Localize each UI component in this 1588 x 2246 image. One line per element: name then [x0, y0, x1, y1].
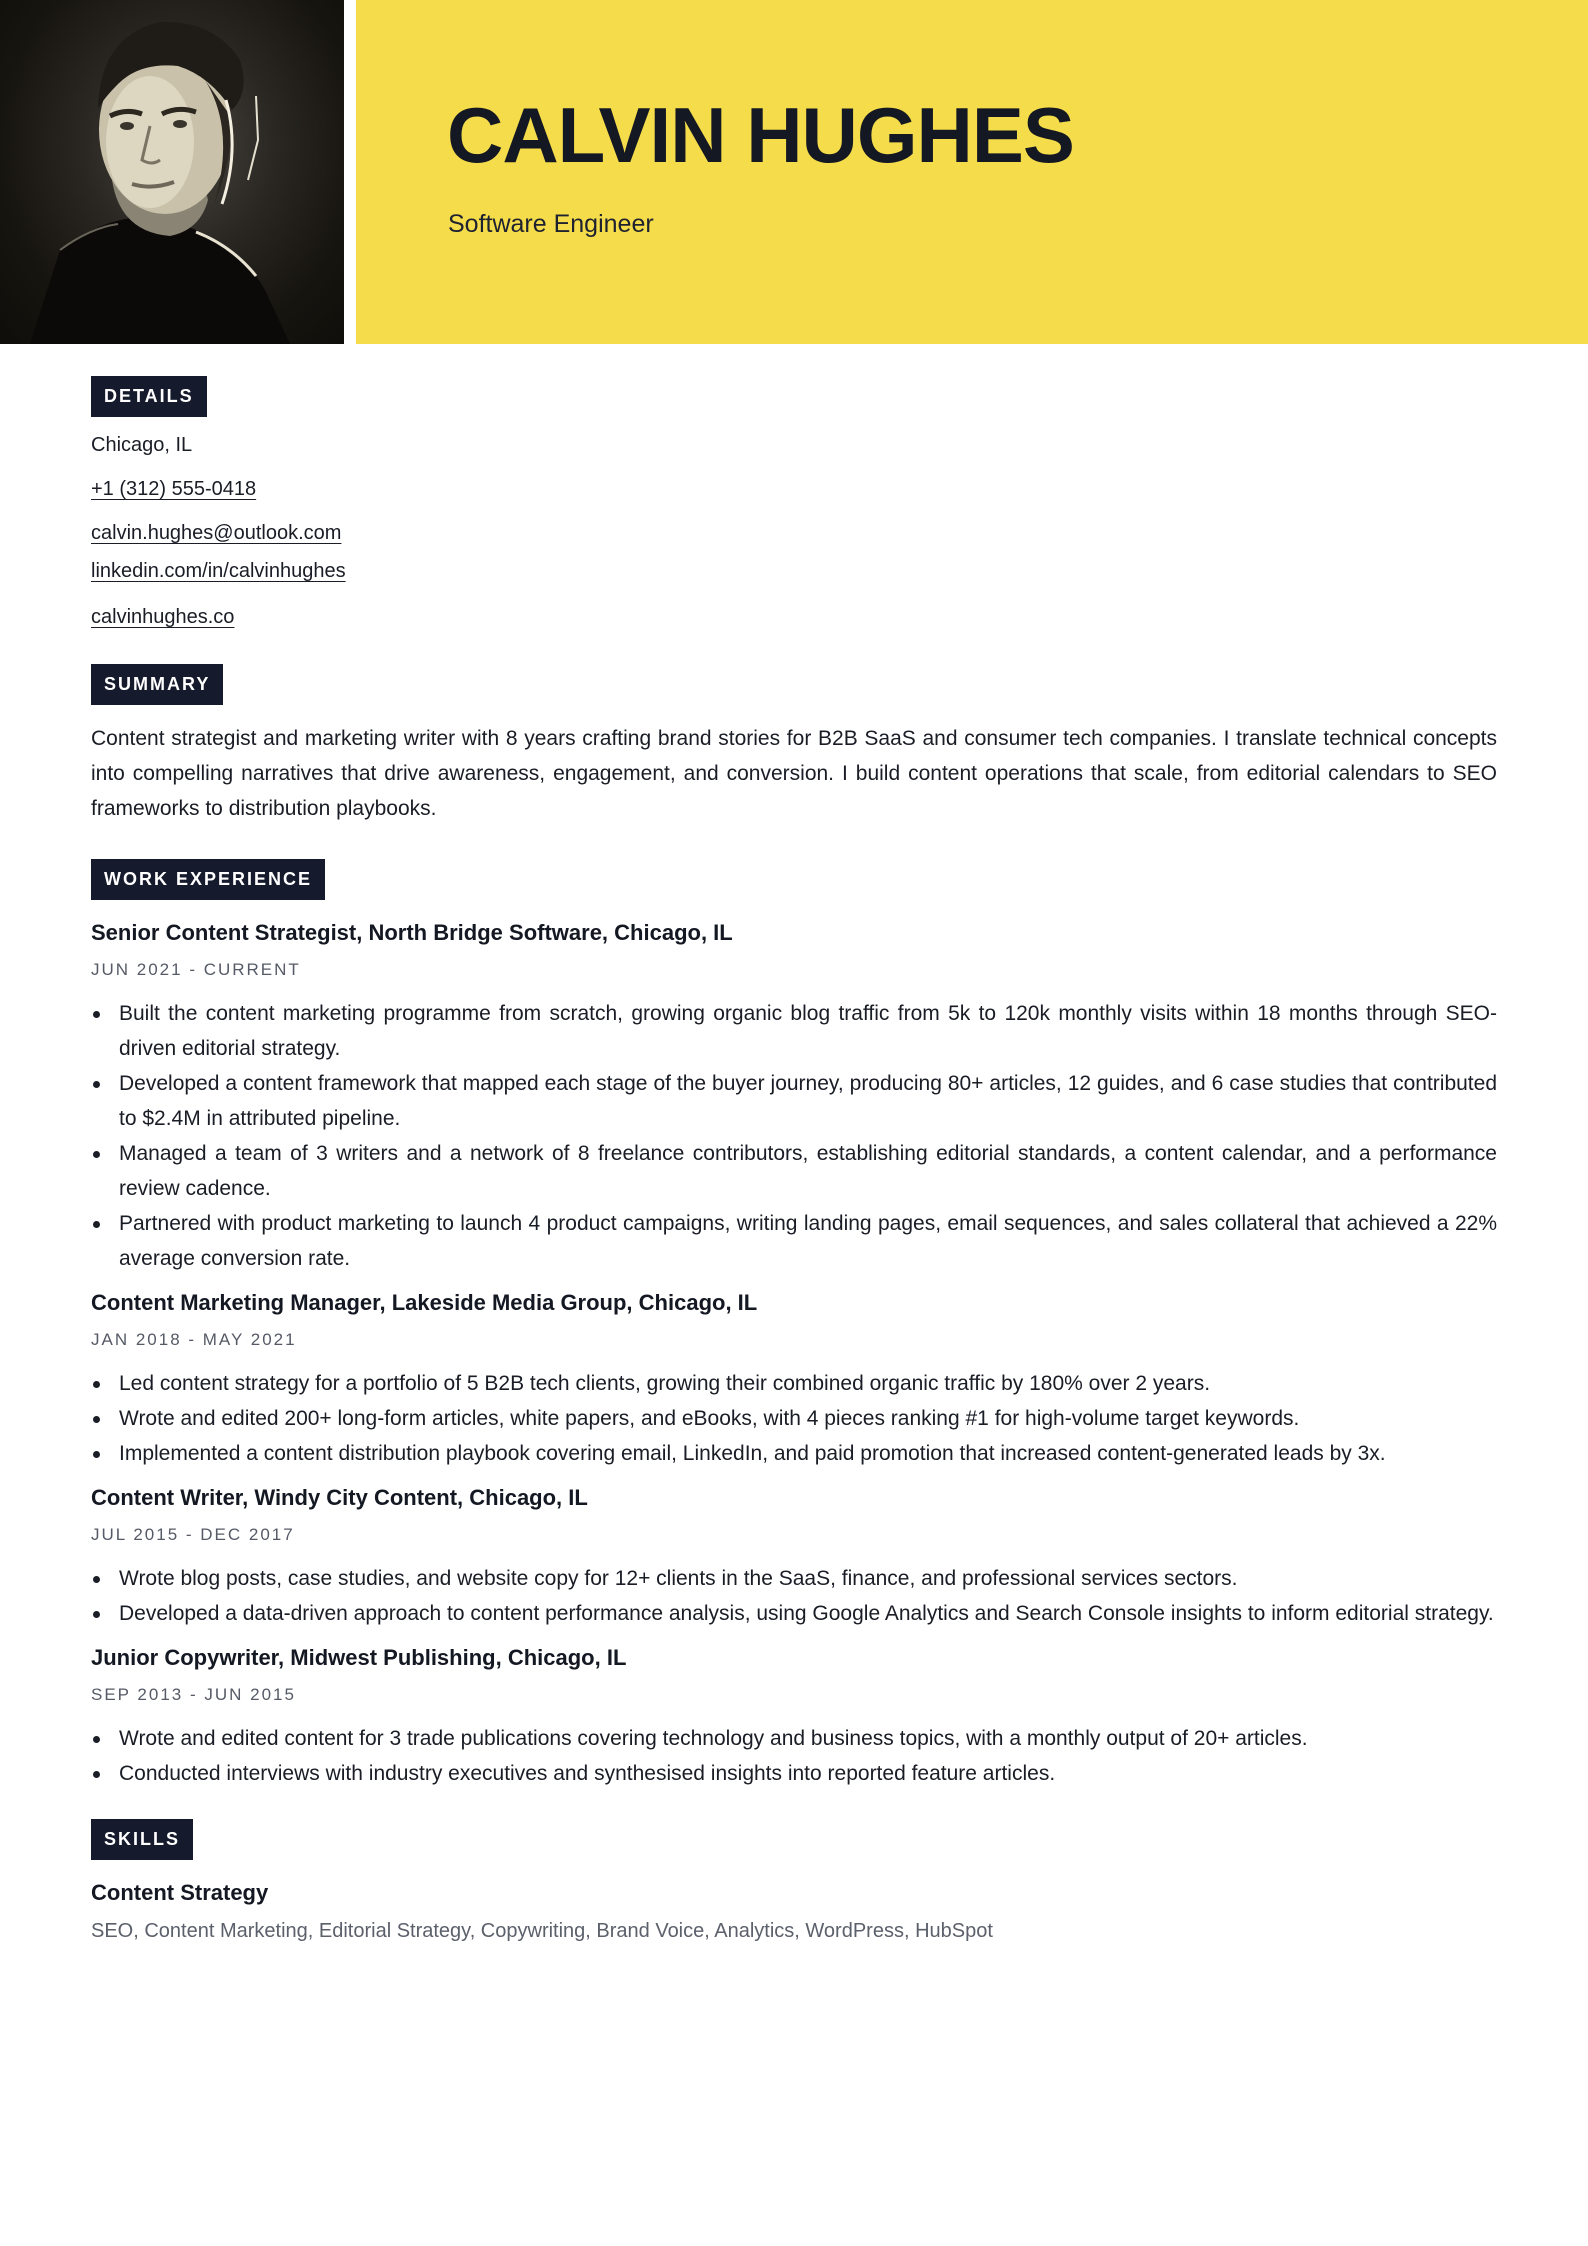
summary-text: Content strategist and marketing writer with 8 years crafting brand stories for B2B SaaS and consumer tech companies. I translate technical concepts into compelling narratives that drive awareness, engagement, and conversion. I build content operations that scale, from editorial calendars to SEO frameworks to distribution playbooks. [91, 727, 1497, 820]
job-role: Software Engineer [448, 210, 654, 238]
job-title: Content Writer, Windy City Content, Chicago, IL [91, 1485, 588, 1510]
header-band [356, 0, 1588, 344]
portrait-illustration [0, 0, 344, 344]
details-heading: DETAILS [91, 376, 207, 417]
email-link[interactable]: calvin.hughes@outlook.com [91, 522, 342, 544]
skills-heading: SKILLS [91, 1819, 193, 1860]
job-title: Content Marketing Manager, Lakeside Media Group, Chicago, IL [91, 1290, 758, 1315]
job-entry [91, 1289, 1497, 1471]
job-title: Junior Copywriter, Midwest Publishing, Chicago, IL [91, 1645, 627, 1670]
website-link[interactable]: calvinhughes.co [91, 606, 235, 628]
details-section [91, 376, 1497, 631]
bullet-item: Managed a team of 3 writers and a network of 8 freelance contributors, establishing editorial standards, a content calendar, and a performance review cadence. [119, 1136, 1497, 1206]
skill-list: SEO, Content Marketing, Editorial Strategy, Copywriting, Brand Voice, Analytics, WordPress, HubSpot [91, 1920, 993, 1942]
job-entry [91, 919, 1497, 1276]
bullet-item: Wrote blog posts, case studies, and website copy for 12+ clients in the SaaS, finance, and professional services sectors. [119, 1561, 1497, 1596]
job-dates: SEP 2013 - JUN 2015 [91, 1685, 296, 1704]
job-dates: JUL 2015 - DEC 2017 [91, 1525, 295, 1544]
job-entry [91, 1644, 1497, 1791]
person-name: CALVIN HUGHES [447, 91, 1074, 179]
location-text: Chicago, IL [91, 434, 193, 456]
job-dates: JAN 2018 - MAY 2021 [91, 1330, 297, 1349]
linkedin-link[interactable]: linkedin.com/in/calvinhughes [91, 560, 346, 582]
bullet-item: Led content strategy for a portfolio of 5 B2B tech clients, growing their combined organic traffic by 180% over 2 years. [119, 1366, 1497, 1401]
skill-category: Content Strategy [91, 1880, 269, 1905]
bullet-item: Developed a content framework that mapped each stage of the buyer journey, producing 80+ articles, 12 guides, and 6 case studies that contributed to $2.4M in attributed pipeline. [119, 1066, 1497, 1136]
summary-heading: SUMMARY [91, 664, 223, 705]
job-dates: JUN 2021 - CURRENT [91, 960, 301, 979]
phone-link[interactable]: +1 (312) 555-0418 [91, 478, 257, 500]
bullet-item: Wrote and edited content for 3 trade publications covering technology and business topics, with a monthly output of 20+ articles. [119, 1721, 1497, 1756]
skills-section [91, 1819, 1497, 1943]
job-bullets [91, 1366, 1497, 1471]
experience-section [91, 859, 1497, 1791]
job-bullets [91, 1561, 1497, 1631]
job-entry [91, 1484, 1497, 1631]
job-bullets [91, 996, 1497, 1276]
bullet-item: Built the content marketing programme from scratch, growing organic blog traffic from 5k to 120k monthly visits within 18 months through SEO-driven editorial strategy. [119, 996, 1497, 1066]
job-title: Senior Content Strategist, North Bridge Software, Chicago, IL [91, 920, 733, 945]
bullet-item: Developed a data-driven approach to content performance analysis, using Google Analytics and Search Console insights to inform editorial strategy. [119, 1596, 1497, 1631]
resume-content [91, 376, 1497, 1943]
bullet-item: Implemented a content distribution playbook covering email, LinkedIn, and paid promotion that increased content-generated leads by 3x. [119, 1436, 1497, 1471]
bullet-item: Partnered with product marketing to launch 4 product campaigns, writing landing pages, email sequences, and sales collateral that achieved a 22% average conversion rate. [119, 1206, 1497, 1276]
bullet-item: Conducted interviews with industry executives and synthesised insights into reported feature articles. [119, 1756, 1497, 1791]
job-bullets [91, 1721, 1497, 1791]
details-list [91, 431, 1497, 631]
bullet-item: Wrote and edited 200+ long-form articles, white papers, and eBooks, with 4 pieces ranking #1 for high-volume target keywords. [119, 1401, 1497, 1436]
summary-section [91, 664, 1497, 826]
experience-heading: WORK EXPERIENCE [91, 859, 325, 900]
portrait-photo [0, 0, 344, 344]
